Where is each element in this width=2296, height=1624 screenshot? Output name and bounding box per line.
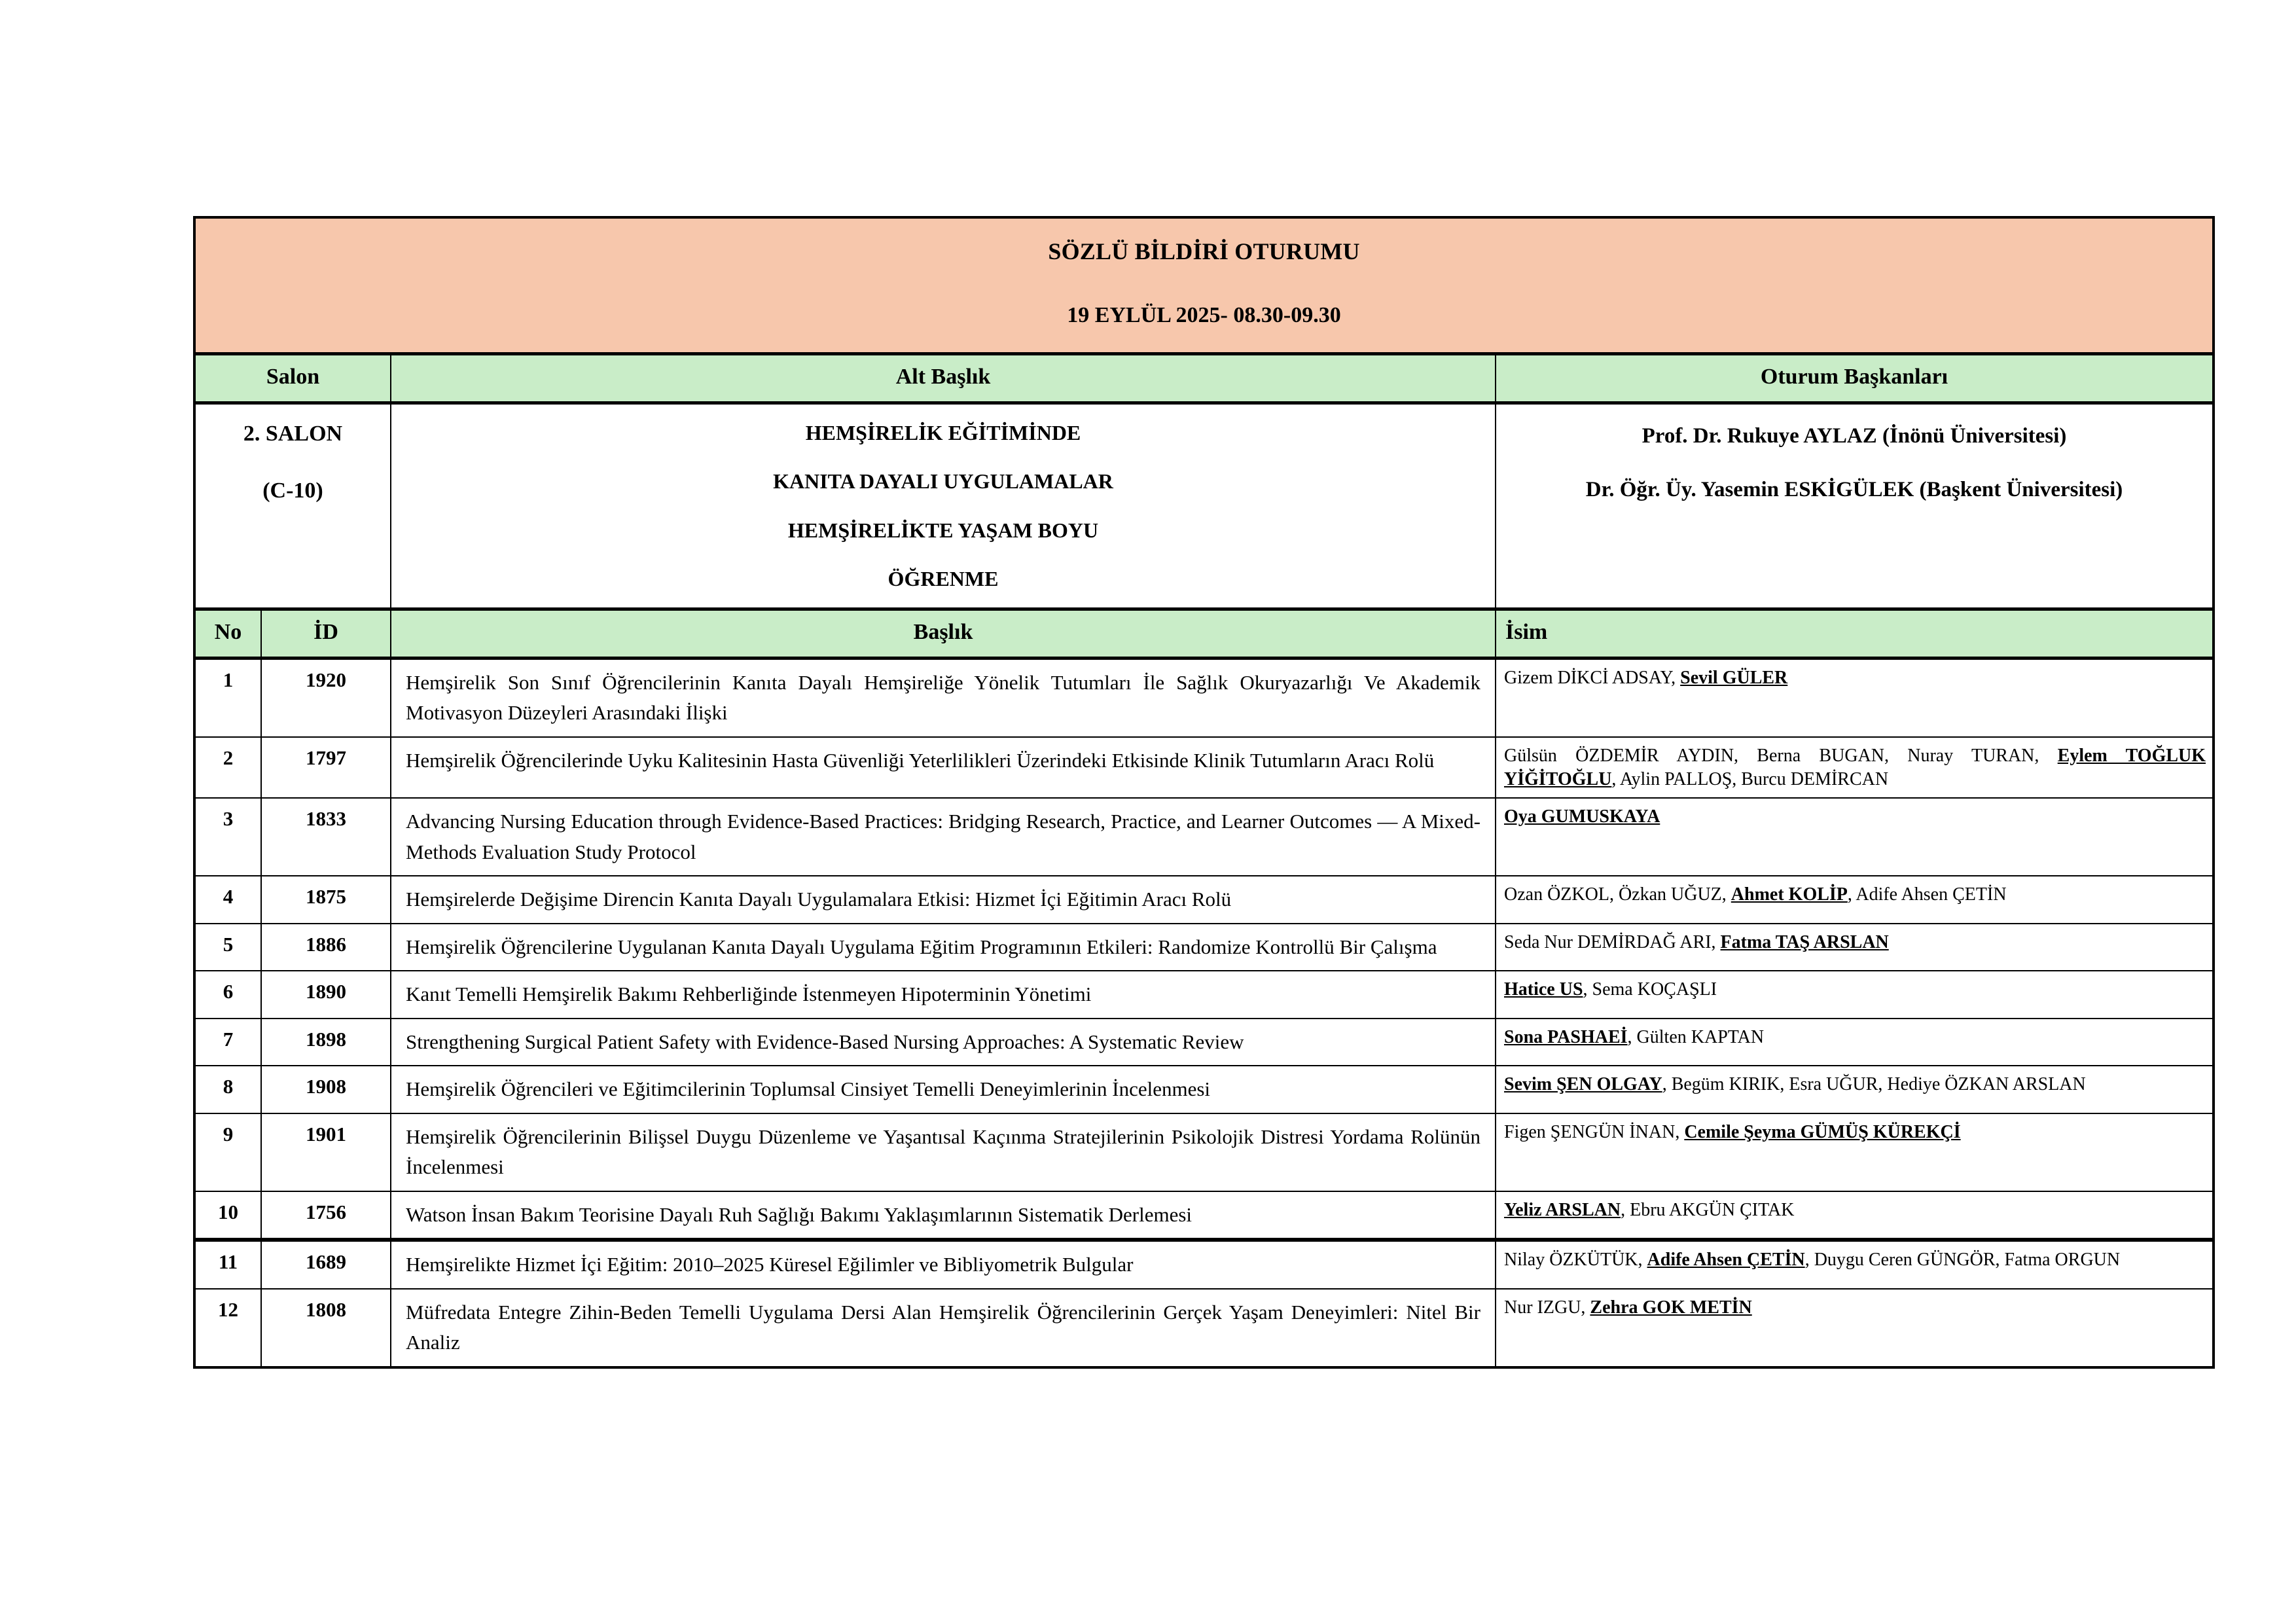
cell-id: 1920 xyxy=(261,658,391,737)
column-header-no: No xyxy=(194,609,261,658)
table-row xyxy=(194,924,2214,971)
cell-names xyxy=(1496,1289,2214,1367)
cell-no: 11 xyxy=(194,1240,261,1289)
cell-no: 3 xyxy=(194,798,261,876)
presenter-name: Fatma TAŞ ARSLAN xyxy=(1720,931,1889,952)
coauthor-names: Gülsün ÖZDEMİR AYDIN, Berna BUGAN, Nuray TURAN, xyxy=(1504,745,2058,766)
table-row xyxy=(194,658,2214,737)
banner-cell xyxy=(194,217,2214,353)
subtitle-cell xyxy=(391,403,1496,609)
presenter-name: Sevim ŞEN OLGAY xyxy=(1504,1074,1662,1095)
coauthor-names: , Duygu Ceren GÜNGÖR, Fatma ORGUN xyxy=(1804,1250,2121,1271)
banner-row xyxy=(194,217,2214,353)
presenter-name: Adife Ahsen ÇETİN xyxy=(1647,1250,1805,1271)
coauthor-names: , Adife Ahsen ÇETİN xyxy=(1847,884,2007,905)
cell-names xyxy=(1496,658,2214,737)
cell-id: 1875 xyxy=(261,876,391,924)
column-header-name: İsim xyxy=(1496,609,2214,658)
coauthor-names: Gizem DİKCİ ADSAY, xyxy=(1504,667,1681,688)
cell-id: 1890 xyxy=(261,971,391,1019)
presenter-name: Sevil GÜLER xyxy=(1680,667,1788,688)
salon-cell xyxy=(194,403,391,609)
presenter-name: Zehra GOK METİN xyxy=(1590,1297,1752,1318)
coauthor-names: Ozan ÖZKOL, Özkan UĞUZ, xyxy=(1504,884,1731,905)
session-info-row xyxy=(194,403,2214,609)
cell-title: Advancing Nursing Education through Evidence-Based Practices: Bridging Research, Practice, and Learner Outcomes — A Mixed-Methods Evaluation Study Protocol xyxy=(391,798,1496,876)
table-row xyxy=(194,1019,2214,1066)
column-header-title: Başlık xyxy=(391,609,1496,658)
coauthor-names: , Gülten KAPTAN xyxy=(1627,1026,1765,1047)
cell-id: 1898 xyxy=(261,1019,391,1066)
cell-no: 1 xyxy=(194,658,261,737)
coauthor-names: Nur IZGU, xyxy=(1504,1297,1590,1318)
coauthor-names: , Sema KOÇAŞLI xyxy=(1583,979,1717,1000)
presenter-name: Sona PASHAEİ xyxy=(1504,1026,1628,1047)
column-header-id: İD xyxy=(261,609,391,658)
cell-title: Kanıt Temelli Hemşirelik Bakımı Rehberliğinde İstenmeyen Hipoterminin Yönetimi xyxy=(391,971,1496,1019)
banner-datetime: 19 EYLÜL 2025- 08.30-09.30 xyxy=(1067,303,1341,327)
chair-name: Prof. Dr. Rukuye AYLAZ (İnönü Üniversitesi) xyxy=(1641,424,2067,448)
cell-no: 6 xyxy=(194,971,261,1019)
cell-names xyxy=(1496,798,2214,876)
cell-names xyxy=(1496,737,2214,799)
table-row xyxy=(194,1066,2214,1113)
cell-id: 1886 xyxy=(261,924,391,971)
table-row xyxy=(194,1289,2214,1367)
subtitle-line: HEMŞİRELİKTE YAŞAM BOYU xyxy=(787,518,1099,542)
group-header-row xyxy=(194,353,2214,403)
presenter-name: Oya GUMUSKAYA xyxy=(1504,806,1660,827)
cell-title: Watson İnsan Bakım Teorisine Dayalı Ruh Sağlığı Bakımı Yaklaşımlarının Sistematik Derlemesi xyxy=(391,1191,1496,1240)
salon-name: 2. SALON xyxy=(243,421,343,446)
cell-title: Hemşirelik Öğrencilerine Uygulanan Kanıta Dayalı Uygulama Eğitim Programının Etkileri: Randomize Kontrollü Bir Çalışma xyxy=(391,924,1496,971)
presenter-name: Ahmet KOLİP xyxy=(1731,884,1848,905)
cell-names xyxy=(1496,1113,2214,1191)
cell-title: Hemşirelik Öğrencilerinin Bilişsel Duygu Düzenleme ve Yaşantısal Kaçınma Stratejilerinin Psikolojik Distresi Yordama Rolünün İncelenmesi xyxy=(391,1113,1496,1191)
cell-no: 2 xyxy=(194,737,261,799)
cell-no: 10 xyxy=(194,1191,261,1240)
cell-no: 4 xyxy=(194,876,261,924)
session-program-table xyxy=(193,216,2215,1369)
cell-names xyxy=(1496,1191,2214,1240)
subtitle-line: ÖĞRENME xyxy=(888,567,999,591)
column-header-row xyxy=(194,609,2214,658)
coauthor-names: Nilay ÖZKÜTÜK, xyxy=(1504,1250,1647,1271)
group-header-alt-baslik: Alt Başlık xyxy=(391,353,1496,403)
coauthor-names: Seda Nur DEMİRDAĞ ARI, xyxy=(1504,931,1721,952)
chairs-cell xyxy=(1496,403,2214,609)
cell-id: 1908 xyxy=(261,1066,391,1113)
presenter-name: Cemile Şeyma GÜMÜŞ KÜREKÇİ xyxy=(1684,1121,1961,1142)
cell-names xyxy=(1496,1240,2214,1289)
salon-code: (C-10) xyxy=(262,478,323,503)
coauthor-names: , Ebru AKGÜN ÇITAK xyxy=(1621,1199,1795,1220)
cell-id: 1797 xyxy=(261,737,391,799)
cell-no: 8 xyxy=(194,1066,261,1113)
cell-no: 9 xyxy=(194,1113,261,1191)
table-row xyxy=(194,1191,2214,1240)
cell-names xyxy=(1496,971,2214,1019)
cell-names xyxy=(1496,1019,2214,1066)
cell-title: Hemşirelikte Hizmet İçi Eğitim: 2010–2025 Küresel Eğilimler ve Bibliyometrik Bulgular xyxy=(391,1240,1496,1289)
group-header-oturum-baskanlari: Oturum Başkanları xyxy=(1496,353,2214,403)
table-row xyxy=(194,876,2214,924)
chair-name: Dr. Öğr. Üy. Yasemin ESKİGÜLEK (Başkent Üniversitesi) xyxy=(1585,477,2123,501)
cell-id: 1756 xyxy=(261,1191,391,1240)
presenter-name: Eylem TOĞLUK YİĞİTOĞLU xyxy=(1504,745,2206,789)
cell-title: Hemşirelik Öğrencileri ve Eğitimcilerinin Toplumsal Cinsiyet Temelli Deneyimlerinin İncelenmesi xyxy=(391,1066,1496,1113)
presenter-name: Hatice US xyxy=(1504,979,1583,1000)
table-row xyxy=(194,971,2214,1019)
presenter-name: Yeliz ARSLAN xyxy=(1504,1199,1621,1220)
cell-no: 7 xyxy=(194,1019,261,1066)
cell-title: Hemşirelik Son Sınıf Öğrencilerinin Kanıta Dayalı Hemşireliğe Yönelik Tutumları İle Sağlık Okuryazarlığı Ve Akademik Motivasyon Düzeyleri Arasındaki İlişki xyxy=(391,658,1496,737)
cell-title: Hemşirelik Öğrencilerinde Uyku Kalitesinin Hasta Güvenliği Yeterlilikleri Üzerindeki Etkisinde Klinik Tutumların Aracı Rolü xyxy=(391,737,1496,799)
group-header-salon: Salon xyxy=(194,353,391,403)
cell-names xyxy=(1496,876,2214,924)
coauthor-names: , Begüm KIRIK, Esra UĞUR, Hediye ÖZKAN ARSLAN xyxy=(1662,1074,2086,1095)
cell-id: 1833 xyxy=(261,798,391,876)
banner-title: SÖZLÜ BİLDİRİ OTURUMU xyxy=(1048,238,1360,264)
coauthor-names: Figen ŞENGÜN İNAN, xyxy=(1504,1121,1685,1142)
subtitle-line: HEMŞİRELİK EĞİTİMİNDE xyxy=(805,420,1081,444)
subtitle-line: KANITA DAYALI UYGULAMALAR xyxy=(773,469,1113,494)
cell-names xyxy=(1496,1066,2214,1113)
cell-title: Hemşirelerde Değişime Direncin Kanıta Dayalı Uygulamalara Etkisi: Hizmet İçi Eğitimin Aracı Rolü xyxy=(391,876,1496,924)
table-row xyxy=(194,737,2214,799)
table-row xyxy=(194,1240,2214,1289)
cell-no: 12 xyxy=(194,1289,261,1367)
cell-id: 1689 xyxy=(261,1240,391,1289)
cell-title: Müfredata Entegre Zihin-Beden Temelli Uygulama Dersi Alan Hemşirelik Öğrencilerinin Gerçek Yaşam Deneyimleri: Nitel Bir Analiz xyxy=(391,1289,1496,1367)
cell-id: 1808 xyxy=(261,1289,391,1367)
cell-names xyxy=(1496,924,2214,971)
table-row xyxy=(194,798,2214,876)
table-row xyxy=(194,1113,2214,1191)
cell-no: 5 xyxy=(194,924,261,971)
cell-title: Strengthening Surgical Patient Safety with Evidence-Based Nursing Approaches: A Systematic Review xyxy=(391,1019,1496,1066)
coauthor-names: , Aylin PALLOŞ, Burcu DEMİRCAN xyxy=(1611,768,1889,789)
cell-id: 1901 xyxy=(261,1113,391,1191)
